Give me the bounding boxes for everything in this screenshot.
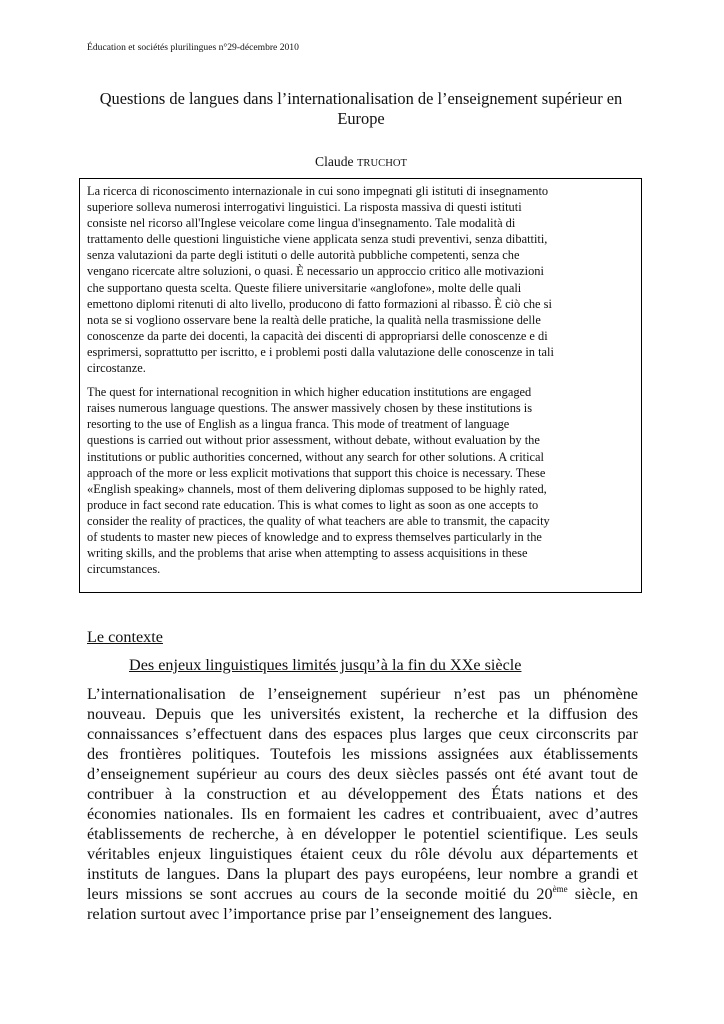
abstract-english bbox=[87, 384, 634, 577]
abstract-line: approach of the more or less explicit motivations that support this choice is necessary. These bbox=[87, 465, 546, 480]
subsection-heading: Des enjeux linguistiques limités jusqu’à la fin du XXe siècle bbox=[129, 656, 522, 674]
author-first-name: Claude bbox=[315, 154, 354, 169]
article-title bbox=[80, 89, 642, 129]
abstract-line: nota se si vogliono osservare bene la realtà delle pratiche, la qualità nella trasmissione delle bbox=[87, 312, 541, 327]
body-line: relation surtout avec l’importance prise par l’enseignement des langues. bbox=[87, 905, 553, 923]
abstract-line: writing skills, and the problems that arise when attempting to assess acquisitions in these bbox=[87, 546, 528, 561]
abstract-line: institutions or public authorities concerned, without any search for other solutions. A critical bbox=[87, 449, 544, 464]
author-last-name: TRUCHOT bbox=[356, 158, 407, 169]
abstract-italian bbox=[87, 183, 634, 376]
abstract-line: conoscenze da parte dei docenti, la capacità dei discenti di appropriarsi delle conoscenze e di bbox=[87, 328, 548, 343]
abstract-line: consider the reality of practices, the quality of what teachers are able to transmit, the capacity bbox=[87, 513, 550, 528]
running-header: Éducation et sociétés plurilingues n°29-décembre 2010 bbox=[87, 42, 299, 53]
body-line: connaissances s’effectuent dans des espaces plus larges que ceux circonscrits par bbox=[87, 725, 638, 743]
abstract-line: produce in fact second rate education. This is what comes to light as soon as one accepts to bbox=[87, 497, 539, 512]
abstract-line: of students to master new pieces of knowledge and to express themselves particularly in the bbox=[87, 529, 542, 544]
body-line: instituts de langues. Dans la plupart des pays européens, leur nombre a grandi et bbox=[87, 865, 638, 883]
section-heading: Le contexte bbox=[87, 628, 163, 646]
abstract-line: raises numerous language questions. The answer massively chosen by these institutions is bbox=[87, 401, 533, 416]
abstract-line: The quest for international recognition in which higher education institutions are engaged bbox=[87, 385, 532, 400]
article-title-line-1: Questions de langues dans l’internationalisation de l’enseignement supérieur en bbox=[99, 89, 623, 108]
abstract-line: senza valutazioni da parte degli istituti o delle autorità pubbliche competenti, senza che bbox=[87, 248, 520, 263]
body-line: d’enseignement supérieur au cours des deux siècles passés ont été avant tout de bbox=[87, 765, 638, 783]
body-line: véritables enjeux linguistiques étaient ceux du rôle dévolu aux départements et bbox=[87, 845, 638, 863]
article-title-line-2: Europe bbox=[337, 109, 385, 128]
body-line: établissements de recherche, à en développer le potentiel scientifique. Les seuls bbox=[87, 825, 638, 843]
abstract-line: trattamento delle questioni linguistiche viene applicata senza studi preventivi, senza dibattiti, bbox=[87, 232, 548, 247]
body-line: contribuer à la construction et au développement des États nations et des bbox=[87, 785, 638, 803]
body-line: des frontières politiques. Toutefois les missions assignées aux établissements bbox=[87, 745, 638, 763]
superscript-ordinal: ème bbox=[552, 884, 568, 894]
abstract-line: consiste nel ricorso all'Inglese veicolare come lingua d'insegnamento. Tale modalità di bbox=[87, 216, 516, 231]
abstract-line: emettono diplomi ritenuti di alto livello, producono di fatto formazioni al ribasso. È ciò che si bbox=[87, 296, 552, 311]
body-line: nouveau. Depuis que les universités existent, la recherche et la diffusion des bbox=[87, 705, 638, 723]
abstract-line: che supportano questa scelta. Queste filiere universitarie «anglofone», molte delle quali bbox=[87, 280, 522, 295]
author-name bbox=[80, 154, 642, 170]
abstract-line: resorting to the use of English as a lingua franca. This mode of treatment of language bbox=[87, 417, 510, 432]
body-line: leurs missions se sont accrues au cours de la seconde moitié du 20ème siècle, en bbox=[87, 884, 638, 903]
abstract-line: circostanze. bbox=[87, 361, 146, 376]
abstract-line: «English speaking» channels, most of them delivering diplomas supposed to be highly rated, bbox=[87, 481, 547, 496]
body-line: économies nationales. Ils en formaient les cadres et contribuaient, avec d’autres bbox=[87, 805, 638, 823]
body-line: L’internationalisation de l’enseignement supérieur n’est pas un phénomène bbox=[87, 685, 638, 703]
abstract-line: questions is carried out without prior assessment, without debate, without evaluation by the bbox=[87, 433, 540, 448]
abstract-line: vengano ricercate altre soluzioni, o quasi. È necessario un approccio critico alle motivazioni bbox=[87, 264, 544, 279]
abstract-line: esprimersi, soprattutto per iscritto, e i problemi posti dalla valutazione delle conoscenze in tali bbox=[87, 344, 554, 359]
abstract-line: La ricerca di riconoscimento internazionale in cui sono impegnati gli istituti di insegnamento bbox=[87, 184, 549, 198]
abstract-line: circumstances. bbox=[87, 562, 161, 577]
abstract-line: superiore solleva numerosi interrogativi linguistici. La risposta massiva di questi istituti bbox=[87, 200, 522, 215]
abstract-box bbox=[79, 178, 642, 593]
body-paragraph bbox=[87, 684, 638, 924]
